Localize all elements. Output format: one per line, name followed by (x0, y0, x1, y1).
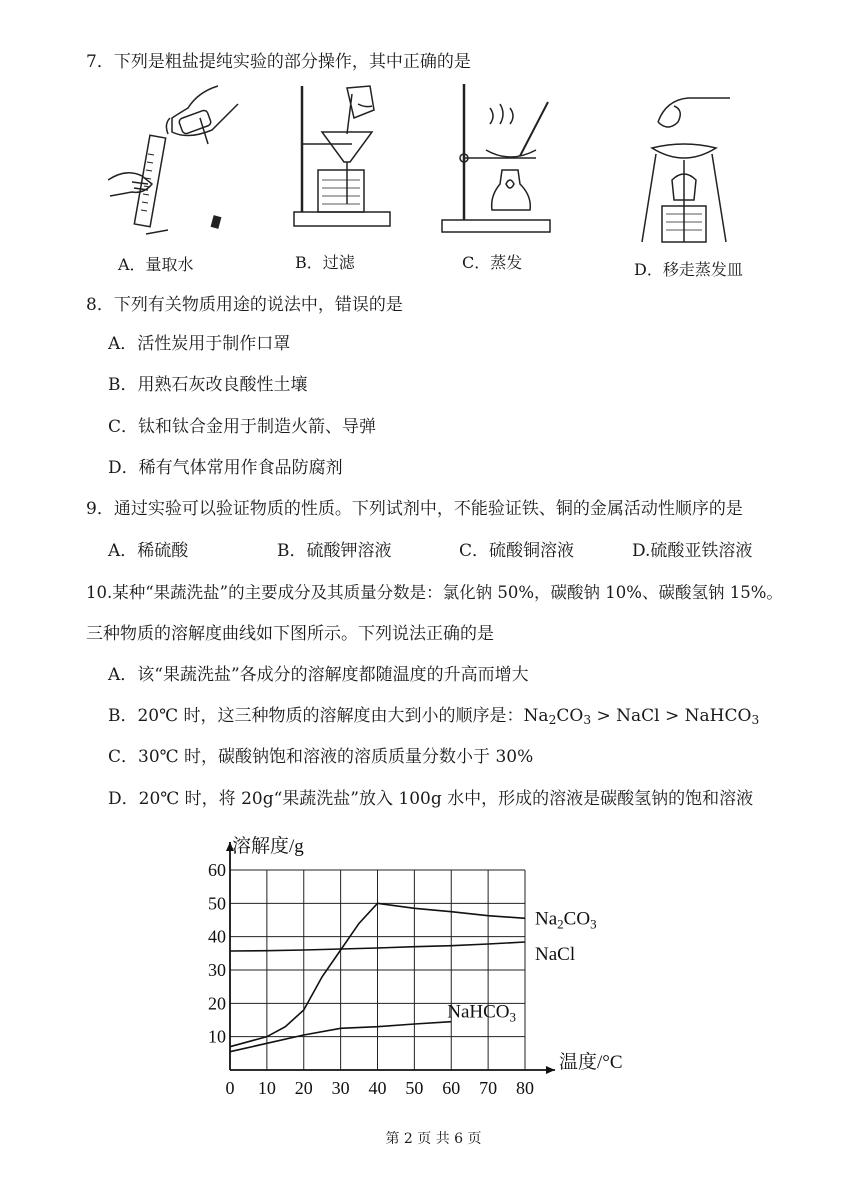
solubility-chart (195, 828, 635, 1100)
q10-stem-line1: 10.某种“果蔬洗盐”的主要成分及其质量分数是：氯化钠 50%，碳酸钠 10%、碳酸氢钠 15%。 (86, 583, 783, 602)
y-tick-label: 30 (208, 960, 226, 980)
x-tick-label: 10 (257, 1078, 276, 1098)
q8-option-c: C．钛和钛合金用于制造火箭、导弹 (108, 417, 377, 437)
measuring-cylinder-illustration (108, 84, 248, 252)
q7-option-c: C．蒸发 (462, 253, 523, 272)
evaporating-dish-illustration (638, 96, 730, 248)
q8-option-b: B．用熟石灰改良酸性土壤 (108, 375, 308, 395)
series-label-na2co3: $Na_2CO_3$ (535, 908, 597, 932)
solubility-chart-svg (195, 828, 635, 1100)
x-tick-label: 80 (516, 1078, 534, 1098)
x-tick-label: 40 (368, 1078, 387, 1098)
q10-stem-line2: 三种物质的溶解度曲线如下图所示。下列说法正确的是 (86, 624, 494, 644)
series-label-nacl: NaCl (535, 944, 576, 965)
x-tick-label: 50 (405, 1078, 424, 1098)
q7-option-a: A．量取水 (118, 255, 194, 274)
y-tick-label: 10 (208, 1026, 226, 1047)
y-tick-label: 50 (208, 893, 226, 914)
y-tick-label: 40 (208, 926, 226, 947)
x-axis-arrow (546, 1066, 555, 1074)
q10-option-b-text: B．20℃ 时，这三种物质的溶解度由大到小的顺序是： (108, 706, 524, 726)
q10-option-c: C．30℃ 时，碳酸钠饱和溶液的溶质质量分数小于 30% (108, 747, 534, 767)
x-tick-label: 30 (331, 1078, 350, 1098)
q7-option-b: B．过滤 (295, 253, 355, 272)
x-tick-label: 60 (442, 1078, 461, 1098)
y-axis-title: 溶解度/g (232, 836, 304, 857)
filtration-illustration (292, 84, 412, 232)
y-tick-label: 20 (208, 993, 226, 1014)
x-axis-title: 温度/°C (559, 1052, 623, 1073)
q9-stem: 9．通过实验可以验证物质的性质。下列试剂中，不能验证铁、铜的金属活动性顺序的是 (86, 499, 743, 519)
q9-option-a: A．稀硫酸 (108, 541, 189, 561)
q9-option-c: C．硫酸铜溶液 (459, 541, 575, 561)
x-tick-label: 0 (225, 1078, 235, 1098)
series-label-nahco3: NaHCO$_3$ (447, 1001, 517, 1025)
q10-option-d: D．20℃ 时，将 20g“果蔬洗盐”放入 100g 水中，形成的溶液是碳酸氢钠的饱和溶液 (108, 789, 754, 809)
q10-option-a: A．该“果蔬洗盐”各成分的溶解度都随温度的升高而增大 (108, 665, 529, 685)
q10-option-b (108, 705, 759, 727)
x-tick-label: 70 (479, 1078, 498, 1098)
q8-option-d: D．稀有气体常用作食品防腐剂 (108, 458, 343, 478)
q8-stem: 8．下列有关物质用途的说法中，错误的是 (86, 295, 403, 315)
evaporation-illustration (440, 80, 555, 238)
q9-option-d: D.硫酸亚铁溶液 (632, 541, 753, 561)
q9-option-b: B．硫酸钾溶液 (277, 541, 392, 561)
q10-option-b-formula: $Na_2CO_3$ > NaCl > NaHCO$_3$ (523, 706, 760, 728)
y-tick-label: 60 (208, 860, 226, 880)
x-tick-label: 20 (294, 1078, 313, 1098)
q7-option-d: D．移走蒸发皿 (634, 260, 743, 279)
q8-option-a: A．活性炭用于制作口罩 (108, 334, 291, 354)
page-footer: 第 2 页 共 6 页 (385, 1131, 482, 1147)
q7-stem: 7．下列是粗盐提纯实验的部分操作，其中正确的是 (86, 52, 471, 72)
